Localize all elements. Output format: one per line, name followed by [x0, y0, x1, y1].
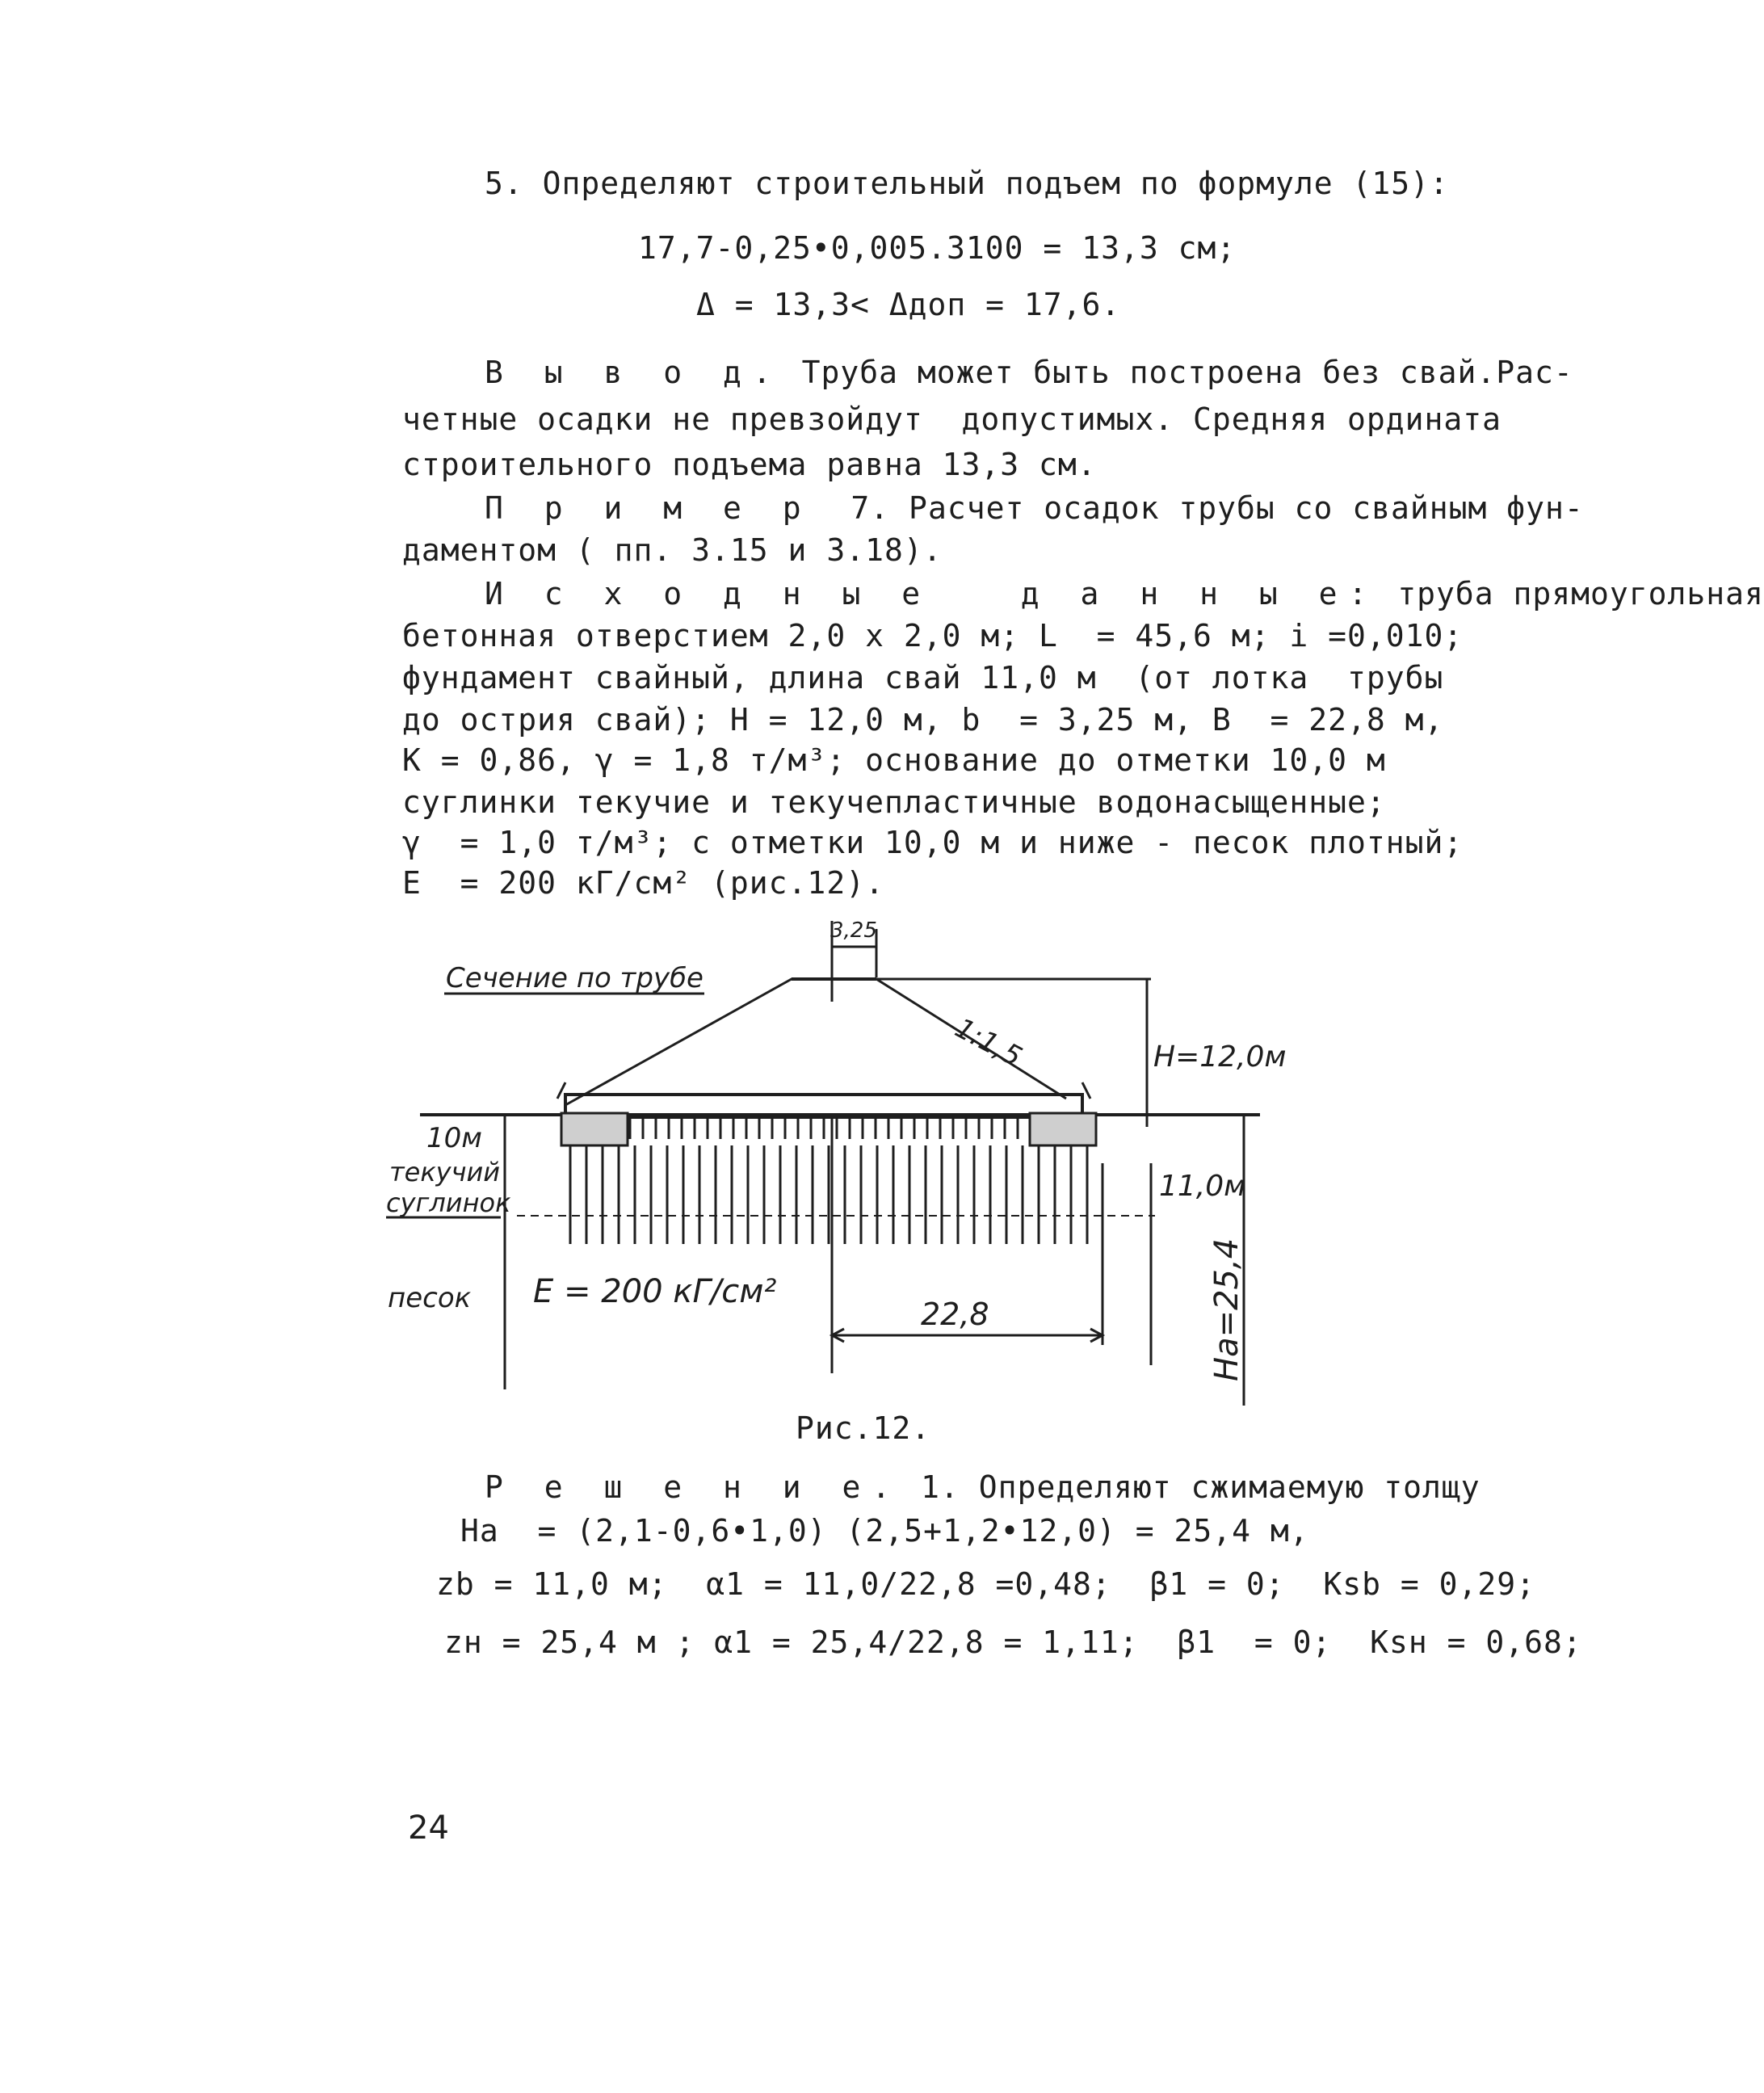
left-head-block [561, 1113, 628, 1145]
soil-top-label-1: текучий [389, 1157, 501, 1187]
E-label: E = 200 кГ/см² [533, 1273, 777, 1310]
formula-line-1: 17,7-0,25•0,005.3100 = 13,3 см; [638, 230, 1237, 266]
vyvod-heading: В ы в о д. [485, 355, 783, 390]
figure-caption: Рис.12. [796, 1410, 931, 1446]
data-line-fund: фундамент свайный, длина свай 11,0 м (от лотка трубы [402, 660, 1444, 696]
solution-heading: Р е ш е н и е. [485, 1469, 902, 1505]
soil-bottom-label: песок [388, 1282, 472, 1314]
example-line-2: даментом ( пп. 3.15 и 3.18). [402, 532, 943, 568]
right-head-block [1030, 1113, 1096, 1145]
vyvod-line-3: строительного подъема равна 13,3 см. [402, 447, 1097, 482]
data-line-k: K = 0,86, γ = 1,8 т/м³; основание до отметки 10,0 м [402, 742, 1386, 778]
width-label: 22,8 [921, 1297, 989, 1332]
pile-length-label: 11,0м [1159, 1170, 1246, 1203]
soil-top-label-2: суглинок [386, 1187, 511, 1218]
pile-group [570, 1119, 1087, 1244]
ishod-heading: И с х о д н ы е д а н н ы е: [485, 576, 1379, 612]
solution-line-1 [485, 1469, 1480, 1506]
step5-heading: 5. Определяют строительный подъем по формуле (15): [485, 166, 1449, 201]
section-label: Сечение по трубе [446, 962, 704, 994]
data-line-dootr: до острия свай); H = 12,0 м, b = 3,25 м, B = 22,8 м, [402, 702, 1444, 738]
solution-text: 1. Определяют сжимаемую толщу [901, 1469, 1480, 1505]
data-line-E: E = 200 кГ/см² (рис.12). [402, 865, 884, 901]
vyvod-line-2: четные осадки не превзойдут допустимых. Средняя ордината [402, 401, 1502, 437]
level-label: 10м [426, 1122, 482, 1154]
page-number: 24 [408, 1809, 449, 1847]
data-line-beton: бетонная отверстием 2,0 х 2,0 м; L = 45,6 м; i =0,010; [402, 618, 1464, 654]
ishod-text: труба прямоугольная [1378, 576, 1764, 612]
dim-top-label: 3,25 [830, 918, 877, 943]
zh-formula: zн = 25,4 м ; α1 = 25,4/22,8 = 1,11; β1 = 0; Ksн = 0,68; [444, 1624, 1582, 1660]
example-heading: П р и м е р [485, 490, 813, 526]
zb-formula: zb = 11,0 м; α1 = 11,0/22,8 =0,48; β1 = 0; Ksb = 0,29; [436, 1566, 1536, 1602]
H-label: H=12,0м [1153, 1040, 1287, 1074]
data-line-sugl: суглинки текучие и текучепластичные водонасыщенные; [402, 784, 1386, 820]
example-text: 7. Расчет осадок трубы со свайным фун- [812, 490, 1584, 526]
data-line-gamma: γ = 1,0 т/м³; с отметки 10,0 м и ниже - песок плотный; [402, 825, 1464, 860]
slope-label: 1:1,5 [949, 1011, 1027, 1074]
formula-line-2: Δ = 13,3< Δдоп = 17,6. [696, 287, 1121, 322]
Ha-formula: Hа = (2,1-0,6•1,0) (2,5+1,2•12,0) = 25,4 м, [460, 1513, 1309, 1549]
Ha-label: Hа=25,4 [1208, 1238, 1245, 1381]
vyvod-text: Труба может быть построена без свай.Рас- [782, 355, 1573, 390]
